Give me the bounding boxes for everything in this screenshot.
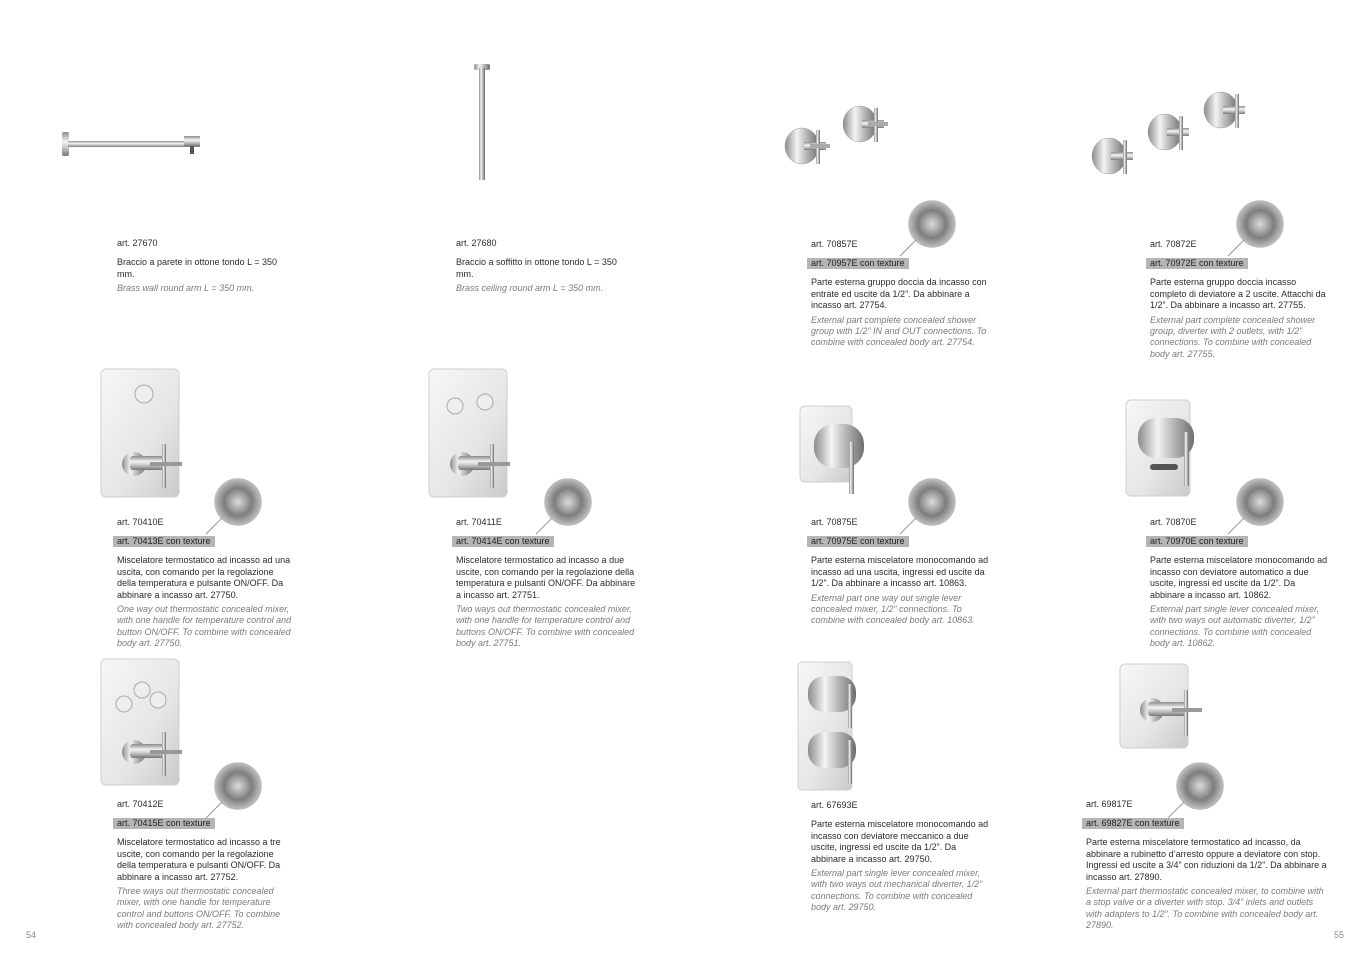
thermostatic-mixer-three-buttons-image <box>100 658 185 790</box>
article-code: art. 70410E <box>117 517 164 527</box>
product-card <box>117 238 295 295</box>
article-code: art. 70872E <box>1150 239 1197 249</box>
description-italian: Parte esterna miscelatore monocomando ad incasso con deviatore meccanico a due uscite, ingressi ed uscite da 1/2”. Da abbinare a incasso art. 29750. <box>811 819 989 864</box>
ceiling-arm-image <box>470 62 494 184</box>
article-code: art. 69817E <box>1086 799 1133 809</box>
description-italian: Miscelatore termostatico ad incasso a tre uscite, con comando per la regolazione della temperatura e pulsanti ON/OFF. Da abbinare a incasso art. 27752. <box>117 837 281 882</box>
texture-article-code: art. 70972E con texture <box>1146 258 1248 269</box>
description-english: External part complete concealed shower group with 1/2” IN and OUT connections. To combine with concealed body art. 27754. <box>811 314 987 348</box>
article-code: art. 70412E <box>117 799 164 809</box>
description-english: Brass ceiling round arm L = 350 mm. <box>456 283 604 294</box>
two-valve-shower-group-image <box>780 100 895 170</box>
article-code: art. 27680 <box>456 238 497 248</box>
product-card <box>1150 239 1328 360</box>
article-code: art. 70857E <box>811 239 858 249</box>
description-english: One way out thermostatic concealed mixer, with one handle for temperature control and button ON/OFF. To combine with concealed body art. 27750. <box>117 604 292 649</box>
description-english: Two ways out thermostatic concealed mixer, with one handle for temperature control and buttons ON/OFF. To combine with concealed body art. 27751. <box>456 604 635 649</box>
description-italian: Parte esterna miscelatore monocomando ad incasso con deviatore automatico a due uscite, ingressi ed uscite da 1/2”. Da abbinare a incasso art. 10862. <box>1150 555 1328 600</box>
description-italian: Miscelatore termostatico ad incasso a due uscite, con comando per la regolazione della temperatura e pulsanti ON/OFF. Da abbinare a incasso art. 27751. <box>456 555 636 600</box>
description-italian: Braccio a parete in ottone tondo L = 350 mm. <box>117 257 278 279</box>
page-number-right: 55 <box>1334 930 1345 940</box>
product-card <box>811 239 991 349</box>
texture-article-code: art. 70414E con texture <box>452 536 554 547</box>
product-card <box>1086 799 1330 932</box>
description-italian: Parte esterna gruppo doccia da incasso con entrate ed uscite da 1/2”. Da abbinare a incasso art. 27754. <box>811 277 987 311</box>
wall-arm-image <box>60 128 205 162</box>
texture-article-code: art. 70957E con texture <box>807 258 909 269</box>
texture-article-code: art. 70413E con texture <box>113 536 215 547</box>
article-code: art. 70875E <box>811 517 858 527</box>
single-lever-mixer-diverter-image <box>1124 398 1204 498</box>
product-card <box>811 800 989 914</box>
description-english: External part single lever concealed mixer, with two ways out automatic diverter, 1/2” connections. To combine with concealed body art. 10862. <box>1150 604 1320 649</box>
single-lever-mechanical-diverter-image <box>796 660 864 792</box>
description-italian: Parte esterna gruppo doccia incasso completo di deviatore a 2 uscite. Attacchi da 1/2”. Da abbinare a incasso art. 27755. <box>1150 277 1326 311</box>
page-number-left: 54 <box>26 930 37 940</box>
thermostatic-mixer-one-button-image <box>100 368 185 500</box>
description-english: Three ways out thermostatic concealed mixer, with one handle for temperature control and buttons ON/OFF. To combine with concealed body art. 27752. <box>117 886 281 931</box>
thermostatic-mixer-two-buttons-image <box>428 368 513 500</box>
texture-article-code: art. 70415E con texture <box>113 818 215 829</box>
product-card <box>456 517 636 650</box>
single-lever-mixer-image <box>796 402 871 497</box>
article-code: art. 27670 <box>117 238 158 248</box>
description-italian: Parte esterna miscelatore monocomando ad incasso ad una uscita, ingressi ed uscite da 1/2”. Da abbinare a incasso art. 10863. <box>811 555 989 589</box>
product-card <box>811 517 989 627</box>
article-code: art. 70870E <box>1150 517 1197 527</box>
description-english: Brass wall round arm L = 350 mm. <box>117 283 255 294</box>
texture-article-code: art. 69827E con texture <box>1082 818 1184 829</box>
description-english: External part complete concealed shower group, diverter with 2 outlets, with 1/2” connections. To combine with concealed body art. 27755. <box>1150 314 1316 359</box>
article-code: art. 67693E <box>811 800 858 810</box>
product-card <box>117 799 295 932</box>
texture-article-code: art. 70970E con texture <box>1146 536 1248 547</box>
product-card <box>117 517 295 650</box>
description-italian: Braccio a soffitto in ottone tondo L = 350 mm. <box>456 257 617 279</box>
description-english: External part single lever concealed mixer, with two ways out mechanical diverter, 1/2” connections. To combine with concealed body art. 29750. <box>811 868 983 913</box>
texture-article-code: art. 70975E con texture <box>807 536 909 547</box>
thermostatic-square-mixer-image <box>1118 662 1208 752</box>
product-card <box>456 238 634 295</box>
description-english: External part thermostatic concealed mixer, to combine with a stop valve or a diverter with stop. 3/4” inlets and outlets with adapters to 1/2”. To combine with concealed body art. 27890. <box>1086 886 1324 931</box>
description-italian: Parte esterna miscelatore termostatico ad incasso, da abbinare a rubinetto d’arresto oppure a deviatore con stop. Ingressi ed uscite a 3/4” con riduzioni da 1/2”. Da abbinare a incasso art. 27890. <box>1086 837 1327 882</box>
product-card <box>1150 517 1328 650</box>
article-code: art. 70411E <box>456 517 502 527</box>
three-valve-shower-group-image <box>1085 90 1260 180</box>
description-english: External part one way out single lever concealed mixer, 1/2” connections. To combine with concealed body art. 10863. <box>811 592 975 626</box>
description-italian: Miscelatore termostatico ad incasso ad una uscita, con comando per la regolazione della temperatura e pulsante ON/OFF. Da abbinare a incasso art. 27750. <box>117 555 291 600</box>
